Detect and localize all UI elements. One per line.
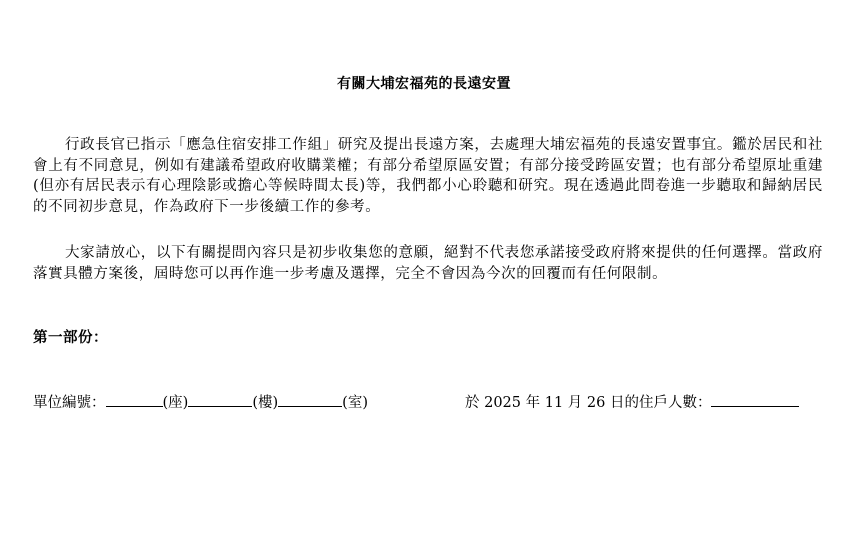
date-year: 2025 [484,395,522,411]
block-blank-field[interactable] [106,392,163,407]
reassurance-paragraph: 大家請放心，以下有關提問內容只是初步收集您的意願，絕對不代表您承諾接受政府將來提供的任何選擇。當政府落實具體方案後，屆時您可以再作進一步考慮及選擇，完全不會因為今次的回覆而有任何限制。 [33,245,823,282]
year-label: 年 [525,395,541,411]
household-count-field-row [465,392,799,413]
room-blank-field[interactable] [278,392,342,407]
day-household-label: 日的住戶人數： [609,395,712,411]
room-label: (室) [342,395,368,411]
block-label: (座) [162,395,189,411]
unit-number-label: 單位編號： [33,395,106,411]
floor-label: (樓) [252,395,279,411]
date-prefix: 於 [465,395,480,411]
unit-number-field-row [33,392,368,413]
date-day: 26 [586,395,606,411]
section-heading-part-one: 第一部份： [33,329,108,346]
household-count-blank-field[interactable] [711,392,799,407]
floor-blank-field[interactable] [188,392,252,407]
intro-paragraph: 行政長官已指示「應急住宿安排工作組」研究及提出長遠方案，去處理大埔宏福苑的長遠安置事宜。鑑於居民和社會上有不同意見，例如有建議希望政府收購業權；有部分希望原區安置；有部分接受跨區安置；也有部分希望原址重建(但亦有居民表示有心理陰影或擔心等候時間太長)等，我們都小心聆聽和研究。現在透過此問卷進一步聽取和歸納居民的不同初步意見，作為政府下一步後續工作的參考。 [33,137,823,215]
document-title: 有關大埔宏福苑的長遠安置 [337,76,511,92]
month-label: 月 [567,395,583,411]
date-month: 11 [544,395,564,411]
